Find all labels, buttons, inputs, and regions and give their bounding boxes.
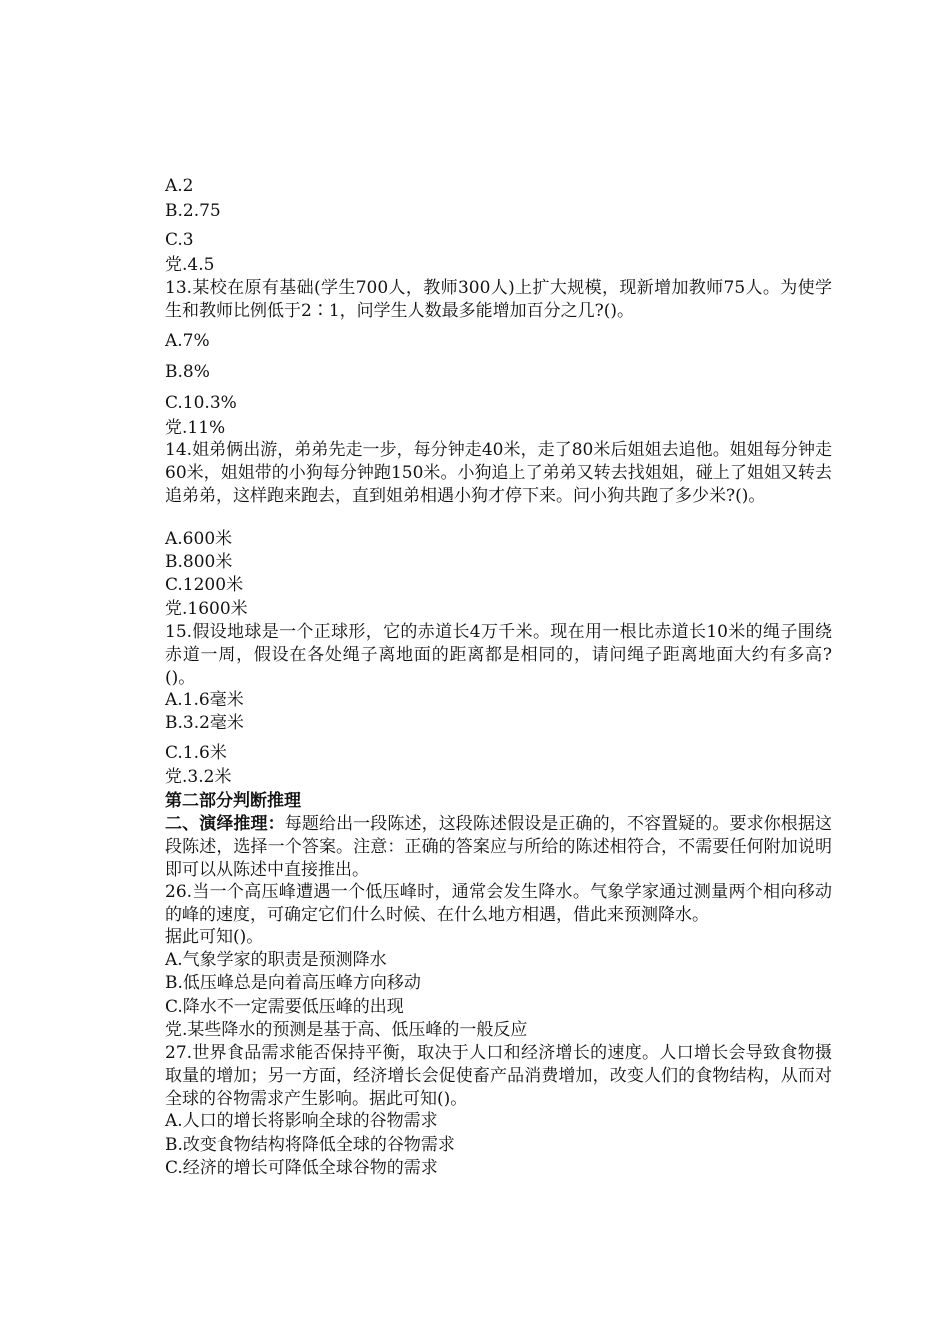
q27-option-c: C.经济的增长可降低全球谷物的需求 [165,1158,438,1178]
q27-option-a: A.人口的增长将影响全球的谷物需求 [165,1111,438,1131]
q14-question [130,439,832,508]
q26-question [130,881,832,927]
q13-option-a: A.7% [165,331,210,351]
q12-option-b: B.2.75 [165,201,221,221]
section-instructions [130,813,832,882]
q27-option-b: B.改变食物结构将降低全球的谷物需求 [165,1135,455,1155]
section-sub-label: 二、演绎推理： [165,814,285,834]
q13-option-c: C.10.3% [165,393,237,413]
q12-option-a: A.2 [165,176,194,196]
q14-option-b: B.800米 [165,552,233,572]
q13-text: 13.某校在原有基础(学生700人，教师300人)上扩大规模，现新增加教师75人。为使学生和教师比例低于2∶1，问学生人数最多能增加百分之几?()。 [165,278,832,321]
q15-option-a: A.1.6毫米 [165,690,244,710]
q14-option-a: A.600米 [165,529,233,549]
section-title: 第二部分判断推理 [165,791,301,811]
q26-prompt: 据此可知()。 [165,927,264,947]
q26-text: 26.当一个高压峰遭遇一个低压峰时，通常会发生降水。气象学家通过测量两个相向移动的峰的速度，可确定它们什么时候、在什么地方相遇，借此来预测降水。 [165,882,832,925]
q14-option-c: C.1200米 [165,575,244,595]
q15-question [130,621,832,690]
section-sub-text: 每题给出一段陈述，这段陈述假设是正确的，不容置疑的。要求你根据这段陈述，选择一个答案。注意：正确的答案应与所给的陈述相符合，不需要任何附加说明即可以从陈述中直接推出。 [165,814,833,880]
q15-option-d: 党.3.2米 [165,767,232,787]
q13-option-b: B.8% [165,362,210,382]
q27-question [130,1042,832,1111]
q26-option-c: C.降水不一定需要低压峰的出现 [165,997,404,1017]
q13-option-d: 党.11% [165,418,226,438]
q15-option-c: C.1.6米 [165,743,227,763]
q12-option-d: 党.4.5 [165,255,215,275]
q15-text: 15.假设地球是一个正球形，它的赤道长4万千米。现在用一根比赤道长10米的绳子围绕赤道一周，假设在各处绳子离地面的距离都是相同的，请问绳子距离地面大约有多高?()。 [165,622,832,688]
q26-option-a: A.气象学家的职责是预测降水 [165,950,387,970]
q14-text: 14.姐弟俩出游，弟弟先走一步，每分钟走40米，走了80米后姐姐去追他。姐姐每分钟走60米，姐姐带的小狗每分钟跑150米。小狗追上了弟弟又转去找姐姐，碰上了姐姐又转去追弟弟，这样跑来跑去，直到姐弟相遇小狗才停下来。问小狗共跑了多少米?()。 [165,440,832,506]
q26-option-d: 党.某些降水的预测是基于高、低压峰的一般反应 [165,1020,528,1040]
q15-option-b: B.3.2毫米 [165,713,244,733]
q14-option-d: 党.1600米 [165,599,248,619]
q13-question [130,277,832,323]
q12-option-c: C.3 [165,230,194,250]
q27-text: 27.世界食品需求能否保持平衡，取决于人口和经济增长的速度。人口增长会导致食物摄取量的增加；另一方面，经济增长会促使畜产品消费增加，改变人们的食物结构，从而对全球的谷物需求产生影响。据此可知()。 [165,1043,832,1109]
q26-option-b: B.低压峰总是向着高压峰方向移动 [165,973,421,993]
